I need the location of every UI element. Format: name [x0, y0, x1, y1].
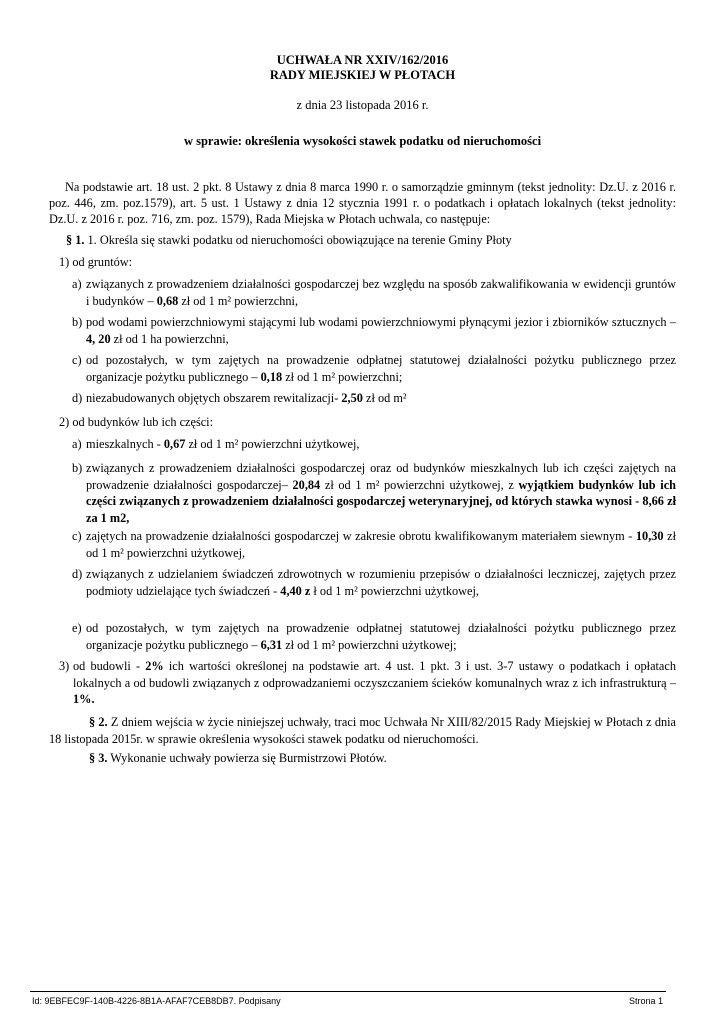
document-id: Id: 9EBFEC9F-140B-4226-8B1A-AFAF7CEB8DB7. Podpisany [32, 996, 281, 1006]
resolution-date: z dnia 23 listopada 2016 r. [296, 98, 429, 112]
council-name: RADY MIEJSKIEJ W PŁOTACH [269, 68, 456, 82]
list-item-2b: b) związanych z prowadzeniem działalności gospodarczej oraz od budynków mieszkalnych lub ich części zajętych na prowadzenie działalności gospodarczej– 20,84 zł od 1 m² powierzchni użytkowej, z wyjątkiem budynków lub ich części związanych z prowadzeniem działalności gospodarczej weterynaryjnej, od których stawka wynosi - 8,66 zł za 1 m2, [72, 461, 676, 525]
list-item-3: 3) od budowli - 2% ich wartości określonej na podstawie art. 4 ust. 1 pkt. 3 i ust. 3-7 ustawy o podatkach i opłatach lokalnych a od budowli związanych z odprowadzaniemi oczyszczaniem ścieków komunalnych wraz z ich infrastrukturą – 1%. [59, 659, 677, 706]
section-2-text: Z dniem wejścia w życie niniejszej uchwały, traci moc Uchwała Nr XIII/82/2015 Rady Miejskiej w Płotach z dnia 18 listopada 2015r. w sprawie określenia wysokości stawek podatku od nieruchomości. [49, 715, 676, 746]
item-marker: a) [72, 437, 82, 451]
item-marker: b) [72, 315, 83, 329]
resolution-title: UCHWAŁA NR XXIV/162/2016 [276, 53, 449, 67]
preamble: Na podstawie art. 18 ust. 2 pkt. 8 Ustawy z dnia 8 marca 1990 r. o samorządzie gminnym (tekst jednolity: Dz.U. z 2016 r. poz. 446, zm. poz.1579), art. 5 ust. 1 Ustawy z dnia 12 stycznia 1991 r. o podatkach i opłatach lokalnych (tekst jednolity: Dz.U. z 2016 r. poz. 716, zm. poz. 1579), Rada Miejska w Płotach uchwala, co następuje: [49, 180, 676, 226]
list-item-1d: d) niezabudowanych objętych obszarem rewitalizacji- 2,50 zł od m² [72, 391, 407, 405]
section-3 [89, 750, 387, 767]
footer-divider [30, 991, 666, 992]
list-item-2c: c) zajętych na prowadzenie działalności gospodarczej w zakresie obrotu kwalifikowanym materiałem siewnym - 10,30 zł od 1 m² powierzchni użytkowej, [72, 529, 676, 560]
resolution-subject: w sprawie: określenia wysokości stawek podatku od nieruchomości [183, 134, 542, 148]
list-item-2d: d) związanych z udzielaniem świadczeń zdrowotnych w rozumieniu przepisów o działalności leczniczej, zajętych przez podmioty udzielające tych świadczeń - 4,40 z ł od 1 m² powierzchni użytkowej, [72, 567, 676, 598]
section-1-text: 1. Określa się stawki podatku od nieruchomości obowiązujące na terenie Gminy Płoty [84, 233, 512, 247]
item-marker: a) [72, 277, 82, 291]
page-number: Strona 1 [628, 996, 663, 1006]
item-marker: 3) [59, 659, 70, 673]
list-item-2e: e) od pozostałych, w tym zajętych na prowadzenie odpłatnej statutowej działalności pożytku publicznego przez organizacje pożytku publicznego – 6,31 zł od 1 m² powierzchni użytkowej; [72, 621, 676, 652]
item-marker: c) [72, 529, 82, 543]
section-3-label: § 3. [89, 751, 108, 765]
section-2 [49, 714, 676, 747]
group-2-label: 2) od budynków lub ich części: [59, 415, 214, 429]
group-1-label: 1) od gruntów: [59, 255, 133, 269]
item-marker: b) [72, 461, 83, 475]
section-3-text: Wykonanie uchwały powierza się Burmistrzowi Płotów. [107, 751, 387, 765]
section-2-label: § 2. [89, 715, 108, 729]
item-marker: d) [72, 391, 83, 405]
list-item-1a: a) związanych z prowadzeniem działalności gospodarczej bez względu na sposób zakwalifikowania w ewidencji gruntów i budynków – 0,68 zł od 1 m² powierzchni, [72, 277, 676, 308]
section-1-label: § 1. [66, 233, 85, 247]
item-marker: d) [72, 567, 83, 581]
item-marker: c) [72, 353, 82, 367]
list-item-2a: a) mieszkalnych - 0,67 zł od 1 m² powierzchni użytkowej, [72, 437, 360, 451]
list-item-1b: b) pod wodami powierzchniowymi stającymi lub wodami powierzchniowymi płynącymi jezior i zbiorników sztucznych – 4, 20 zł od 1 ha powierzchni, [72, 315, 676, 346]
section-1 [66, 232, 512, 249]
list-item-1c: c) od pozostałych, w tym zajętych na prowadzenie odpłatnej statutowej działalności pożytku publicznego przez organizacje pożytku publicznego – 0,18 zł od 1 m² powierzchni; [72, 353, 676, 384]
item-marker: e) [72, 621, 82, 635]
